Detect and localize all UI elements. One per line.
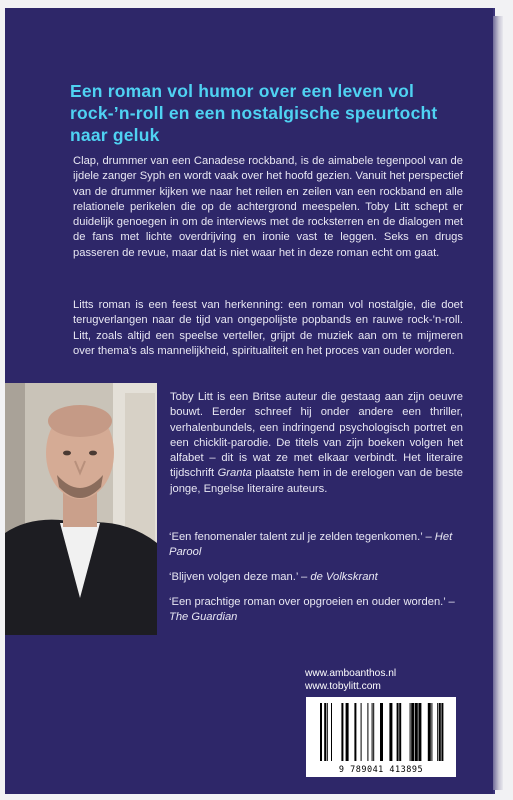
press-quotes — [169, 530, 469, 635]
press-quote — [169, 570, 469, 585]
press-quote — [169, 530, 469, 560]
isbn-digits: 9 789041 413895 — [338, 765, 424, 775]
quote-source: Het Parool — [169, 531, 453, 558]
author-bio — [170, 390, 463, 497]
barcode-bars — [306, 697, 456, 765]
book-edge — [493, 16, 503, 790]
author-portrait-image — [5, 383, 157, 635]
author-bio-part-2: plaatste hem in de erelogen van de beste jonge, Engelse literaire auteurs. — [170, 467, 464, 495]
synopsis-paragraph-2: Litts roman is een feest van herkenning: een roman vol nostalgie, die doet terugverlangen naar de tijd van ongepolijste popbands en rauwe rock-’n-roll. Litt, zoals altijd een speelse verteller, grijpt de muziek aan om te mijmeren over thema’s als mannelijkheid, spiritualiteit en het proces van ouder worden. — [73, 299, 463, 357]
website-links — [305, 667, 396, 693]
quote-text: ‘Blijven volgen deze man.’ – — [169, 571, 311, 583]
quote-text: ‘Een prachtige roman over opgroeien en ouder worden.’ – — [169, 596, 455, 608]
press-quote — [169, 595, 469, 625]
author-bio-italic: Granta — [217, 467, 252, 480]
quote-source: The Guardian — [169, 611, 238, 623]
cover-headline: Een roman vol humor over een leven vol rock-’n-roll en een nostalgische speurtocht naar geluk — [70, 81, 438, 145]
quote-source: de Volkskrant — [310, 571, 378, 583]
isbn-barcode — [306, 697, 456, 777]
quote-text: ‘Een fenomenaler talent zul je zelden tegenkomen.’ – — [169, 531, 435, 543]
publisher-url[interactable]: www.amboanthos.nl — [305, 668, 397, 679]
synopsis-paragraph-1: Clap, drummer van een Canadese rockband, is de aimabele tegenpool van de ijdele zanger Syph en wordt vaak over het hoofd gezien. Vanuit het perspectief van de drummer kijken we naar het reilen en zeilen van een rockband en alle relationele perikelen die op de achtergrond meespelen. Toby Litt schept er duidelijk genoegen in om de interviews met de rocksterren en de dialogen met de fans met lichte overdrijving en ironie vast te leggen. Seks en drugs passeren de revue, maar dat is niet waar het in deze roman echt om gaat. — [73, 155, 463, 259]
author-bio-part-1: Toby Litt is een Britse auteur die gestaag aan zijn oeuvre bouwt. Eerder schreef hij onder andere een thriller, verhalenbundels, een indringend psychologisch portret en een chicklit-parodie. De titels van zijn boeken volgen het alfabet – dit is wat ze met elkaar verbindt. Het literaire tijdschrift — [170, 391, 463, 480]
author-photo — [5, 383, 157, 635]
author-url[interactable]: www.tobylitt.com — [305, 681, 381, 692]
